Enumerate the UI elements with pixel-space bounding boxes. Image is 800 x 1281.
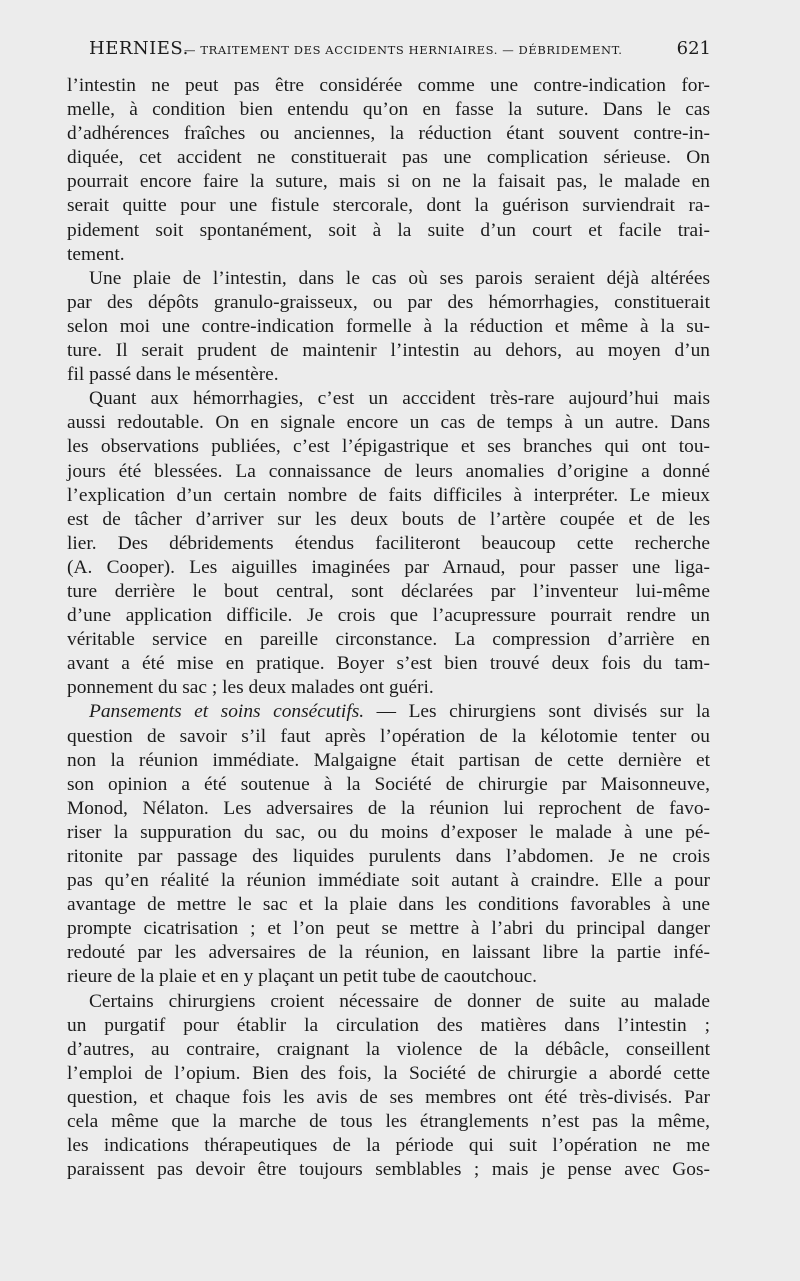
paragraph [67,267,710,387]
body-text [67,74,710,1182]
text-line: est de tâcher d’arriver sur les deux bouts de l’artère coupée et de les [67,508,710,530]
section-heading: Pansements et soins consécutifs. [89,701,365,723]
text-line: avantage de mettre le sac et la plaie dans les conditions favorables à une [67,894,710,916]
text-line: pourrait encore faire la suture, mais si on ne la faisait pas, le malade en [67,171,710,193]
text-line: l’intestin ne peut pas être considérée comme une contre-indication for- [67,75,710,96]
text-line: les observations publiées, c’est l’épigastrique et ses branches qui ont tou- [67,436,710,458]
text-line: cela même que la marche de tous les étranglements n’est pas la même, [67,1111,710,1133]
text-line: selon moi une contre-indication formelle à la réduction et même à la su- [67,315,710,337]
text-line: l’explication d’un certain nombre de faits difficiles à interpréter. Le mieux [67,484,710,506]
text-line: un purgatif pour établir la circulation des matières dans l’intestin ; [67,1014,710,1036]
text-line: ture. Il serait prudent de maintenir l’intestin au dehors, au moyen d’un [67,340,710,362]
text-line: rieure de la plaie et en y plaçant un petit tube de caoutchouc. [67,966,538,988]
text-line: fil passé dans le mésentère. [67,364,279,386]
text-line: ritonite par passage des liquides purulents dans l’abdomen. Je ne crois [67,846,710,867]
paragraph [67,990,710,1183]
text-line: les indications thérapeutiques de la période qui suit l’opération ne me [67,1135,710,1157]
text-line: ture derrière le bout central, sont déclarées par l’inventeur lui-même [67,580,710,602]
section-title: — TRAITEMENT DES ACCIDENTS HERNIAIRES. — DÉBRIDEMENT. [184,43,623,57]
text-line: véritable service en pareille circonstance. La compression d’arrière en [67,629,710,651]
text-line: question, et chaque fois les avis de ses membres ont été très-divisés. Par [67,1086,710,1108]
paragraph [67,74,710,267]
text-line: serait quitte pour une fistule stercorale, dont la guérison surviendrait ra- [67,195,710,217]
text-line: Certains chirurgiens croient nécessaire de donner de suite au malade [89,990,710,1012]
text-line: jours été blessées. La connaissance de leurs anomalies d’origine a donné [67,460,710,482]
text-line: d’une application difficile. Je crois que l’acupressure pourrait rendre un [67,605,710,627]
text-run: — Les chirurgiens sont divisés sur la [364,701,710,723]
text-line: Une plaie de l’intestin, dans le cas où ses parois seraient déjà altérées [89,267,710,289]
text-line: non la réunion immédiate. Malgaigne était partisan de cette dernière et [67,749,710,771]
running-header [89,38,711,68]
text-line: Quant aux hémorrhagies, c’est un acccident très-rare aujourd’hui mais [89,388,710,410]
text-line: prompte cicatrisation ; et l’on peut se mettre à l’abri du principal danger [67,918,710,940]
text-line: paraissent pas devoir être toujours semblables ; mais je pense avec Gos- [67,1159,710,1181]
paragraph [67,387,710,700]
text-line: (A. Cooper). Les aiguilles imaginées par Arnaud, pour passer une liga- [67,556,710,578]
text-line: d’adhérences fraîches ou anciennes, la réduction étant souvent contre-in- [67,123,710,145]
text-line: Monod, Nélaton. Les adversaires de la réunion lui reprochent de favo- [67,797,710,819]
text-line: d’autres, au contraire, craignant la violence de la débâcle, conseillent [67,1038,710,1060]
text-line: question de savoir s’il faut après l’opération de la kélotomie tenter ou [67,725,710,747]
text-line: riser la suppuration du sac, ou du moins d’exposer le malade à une pé- [67,821,710,843]
text-line: avant a été mise en pratique. Boyer s’est bien trouvé deux fois du tam- [67,653,710,675]
text-line: son opinion a été soutenue à la Société de chirurgie par Maisonneuve, [67,773,710,795]
running-title: HERNIES. [89,38,189,59]
text-line: par des dépôts granulo-graisseux, ou par des hémorrhagies, constituerait [67,291,710,313]
text-line: aussi redoutable. On en signale encore un cas de temps à un autre. Dans [67,412,710,434]
text-line: pas qu’en réalité la réunion immédiate soit autant à craindre. Elle a pour [67,870,710,892]
page-number: 621 [676,38,711,59]
text-line: tement. [67,243,125,265]
text-line: lier. Des débridements étendus faciliteront beaucoup cette recherche [67,532,710,554]
text-line: redouté par les adversaires de la réunion, en laissant libre la partie infé- [67,942,710,964]
paragraph [67,700,710,989]
text-line: l’emploi de l’opium. Bien des fois, la Société de chirurgie a abordé cette [67,1062,710,1084]
text-line: ponnement du sac ; les deux malades ont guéri. [67,677,434,699]
text-line [67,700,710,724]
text-line: melle, à condition bien entendu qu’on en fasse la suture. Dans le cas [67,99,710,121]
text-line: pidement soit spontanément, soit à la suite d’un court et facile trai- [67,219,710,241]
text-line: diquée, cet accident ne constituerait pas une complication sérieuse. On [67,147,710,169]
